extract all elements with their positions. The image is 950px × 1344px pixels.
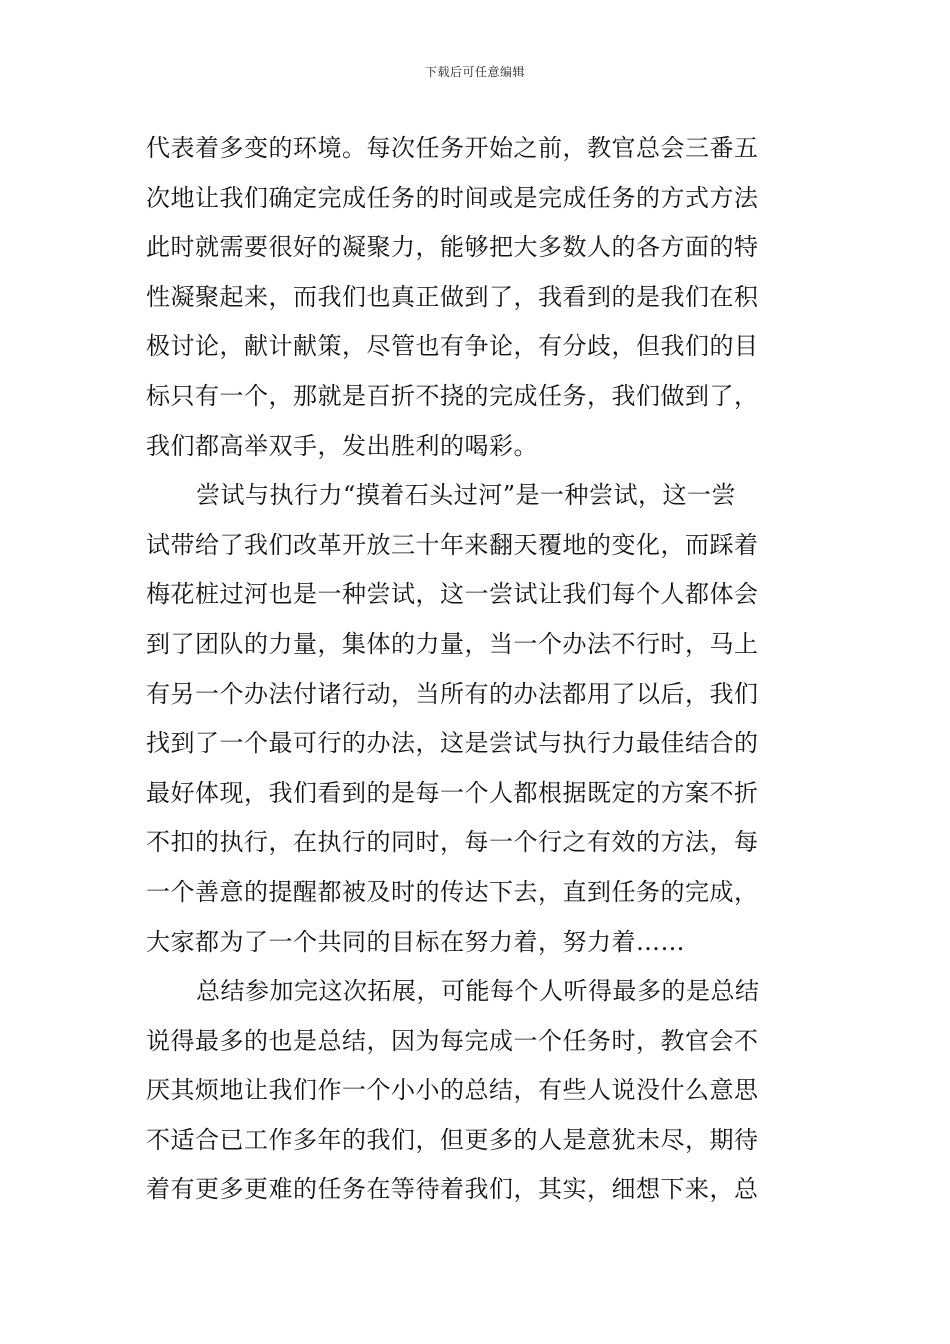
text-line: 此时就需要很好的凝聚力，能够把大多数人的各方面的特 — [146, 233, 759, 262]
text-line: 着有更多更难的任务在等待着我们，其实，细想下来，总 — [146, 1175, 759, 1204]
paragraph-start-line: 尝试与执行力“摸着石头过河”是一种尝试，这一尝 — [196, 481, 737, 510]
text-line: 说得最多的也是总结，因为每完成一个任务时，教官会不 — [146, 1026, 759, 1055]
text-line: 标只有一个，那就是百折不挠的完成任务，我们做到了， — [146, 381, 759, 410]
page-header: 下载后可任意编辑 — [424, 65, 525, 79]
text-line: 极讨论，献计献策，尽管也有争论，有分歧，但我们的目 — [146, 332, 759, 361]
text-line: 不扣的执行，在执行的同时，每一个行之有效的方法，每 — [146, 828, 759, 857]
text-line: 梅花桩过河也是一种尝试，这一尝试让我们每个人都体会 — [146, 580, 759, 609]
text-line: 试带给了我们改革开放三十年来翻天覆地的变化，而踩着 — [146, 530, 759, 559]
paragraph-start-line: 总结参加完这次拓展，可能每个人听得最多的是总结 — [196, 977, 760, 1006]
text-line: 我们都高举双手，发出胜利的喝彩。 — [146, 431, 538, 460]
text-line: 有另一个办法付诸行动，当所有的办法都用了以后，我们 — [146, 679, 759, 708]
text-line: 找到了一个最可行的办法，这是尝试与执行力最佳结合的 — [146, 729, 759, 758]
text-line: 不适合已工作多年的我们，但更多的人是意犹未尽，期待 — [146, 1125, 759, 1154]
text-line: 厌其烦地让我们作一个小小的总结，有些人说没什么意思 — [146, 1076, 759, 1105]
text-line: 到了团队的力量，集体的力量，当一个办法不行时，马上 — [146, 629, 759, 658]
document-body — [146, 124, 806, 1234]
text-line: 最好体现，我们看到的是每一个人都根据既定的方案不折 — [146, 778, 759, 807]
text-line: 代表着多变的环境。每次任务开始之前，教官总会三番五 — [146, 134, 759, 162]
text-line: 性凝聚起来，而我们也真正做到了，我看到的是我们在积 — [146, 282, 759, 311]
text-line: 一个善意的提醒都被及时的传达下去，直到任务的完成， — [146, 877, 759, 906]
text-line: 次地让我们确定完成任务的时间或是完成任务的方式方法 — [146, 183, 759, 212]
text-line: 大家都为了一个共同的目标在努力着，努力着…… — [146, 927, 685, 956]
